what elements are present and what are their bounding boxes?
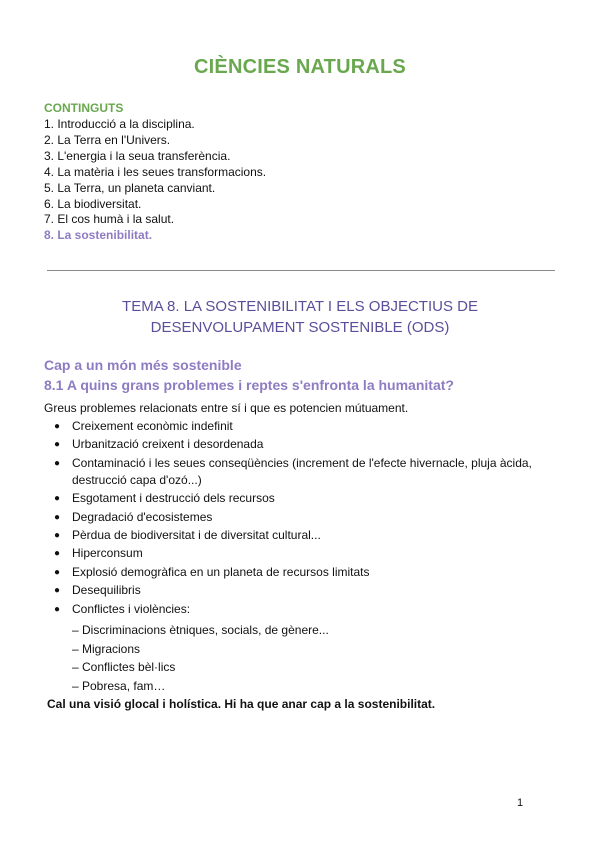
bullet-text: Contaminació i les seues conseqüències (increment de l'efecte hivernacle, pluja àcida, destrucció capa d'ozó...) bbox=[72, 455, 532, 487]
bullet-text: Conflictes i violències: bbox=[72, 601, 191, 616]
theme-title-line: TEMA 8. LA SOSTENIBILITAT I ELS OBJECTIUS DE bbox=[122, 298, 478, 315]
bullet-text: Pèrdua de biodiversitat i de diversitat cultural... bbox=[72, 527, 321, 542]
contents-item: 6. La biodiversitat. bbox=[44, 196, 142, 211]
conflicts-sublist bbox=[72, 621, 329, 696]
bullet-item bbox=[44, 418, 564, 435]
bullet-item bbox=[44, 509, 564, 526]
contents-item: 7. El cos humà i la salut. bbox=[44, 212, 175, 227]
bullet-icon: ● bbox=[54, 493, 61, 505]
contents-item: 3. L'energia i la seua transferència. bbox=[44, 148, 231, 163]
theme-title bbox=[60, 296, 540, 338]
bullet-item bbox=[44, 436, 564, 453]
bullet-item bbox=[44, 545, 564, 562]
section-heading: Cap a un món més sostenible bbox=[44, 357, 242, 373]
contents-item: 1. Introducció a la disciplina. bbox=[44, 117, 195, 131]
horizontal-divider bbox=[47, 270, 555, 271]
problems-list bbox=[44, 418, 564, 619]
bullet-text: Degradació d'ecosistemes bbox=[72, 509, 213, 524]
bullet-text: Explosió demogràfica en un planeta de recursos limitats bbox=[72, 564, 370, 579]
bullet-item bbox=[44, 490, 564, 507]
conclusion: Cal una visió glocal i holística. Hi ha que anar cap a la sostenibilitat. bbox=[47, 697, 436, 711]
document-title: CIÈNCIES NATURALS bbox=[194, 56, 406, 78]
bullet-item bbox=[44, 582, 564, 599]
sub-item: – Migracions bbox=[72, 641, 141, 656]
section-intro: Greus problemes relacionats entre sí i que es potencien mútuament. bbox=[44, 401, 409, 415]
contents-item: 2. La Terra en l'Univers. bbox=[44, 132, 171, 147]
section-subheading: 8.1 A quins grans problemes i reptes s'enfronta la humanitat? bbox=[44, 377, 454, 393]
bullet-icon: ● bbox=[54, 439, 61, 451]
bullet-text: Desequilibris bbox=[72, 583, 141, 598]
bullet-item bbox=[44, 564, 564, 581]
bullet-icon: ● bbox=[54, 457, 61, 469]
contents-heading: CONTINGUTS bbox=[44, 101, 124, 115]
bullet-item bbox=[44, 455, 564, 489]
bullet-icon: ● bbox=[54, 548, 61, 560]
bullet-icon: ● bbox=[54, 511, 61, 523]
theme-title-line: DESENVOLUPAMENT SOSTENIBLE (ODS) bbox=[150, 319, 450, 336]
bullet-icon: ● bbox=[54, 566, 61, 578]
bullet-icon: ● bbox=[54, 603, 61, 615]
sub-item: – Pobresa, fam… bbox=[72, 679, 166, 694]
contents-item: 5. La Terra, un planeta canviant. bbox=[44, 180, 216, 195]
contents-item-current: 8. La sostenibilitat. bbox=[44, 228, 153, 243]
bullet-icon: ● bbox=[54, 529, 61, 541]
bullet-item bbox=[44, 601, 564, 618]
bullet-icon: ● bbox=[54, 585, 61, 597]
contents-item: 4. La matèria i les seues transformacions. bbox=[44, 164, 267, 179]
page-number: 1 bbox=[517, 797, 524, 809]
sub-item: – Discriminacions ètniques, socials, de gènere... bbox=[72, 623, 329, 637]
bullet-icon: ● bbox=[54, 421, 61, 432]
bullet-item bbox=[44, 527, 564, 544]
bullet-text: Creixement econòmic indefinit bbox=[72, 419, 233, 433]
bullet-text: Urbanització creixent i desordenada bbox=[72, 437, 264, 452]
sub-item: – Conflictes bèl·lics bbox=[72, 660, 176, 675]
bullet-text: Esgotament i destrucció dels recursos bbox=[72, 491, 275, 506]
contents-list bbox=[44, 117, 266, 244]
bullet-text: Hiperconsum bbox=[72, 546, 143, 561]
